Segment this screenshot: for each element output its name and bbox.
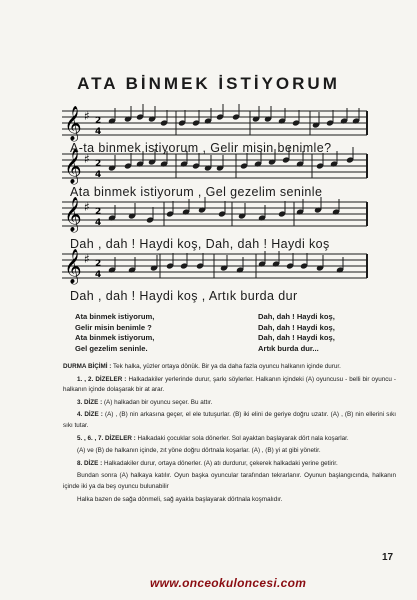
staff-lines — [62, 111, 367, 135]
note-icon — [254, 151, 262, 168]
instruction-label: DURMA BİÇİMİ : — [63, 363, 112, 370]
lyric-line-3: Dah , dah ! Haydi koş, Dah, dah ! Haydi koş — [70, 237, 330, 251]
instruction-text: (A) halkadan bir oyuncu seçer. Bu attır. — [102, 398, 213, 406]
time-signature-top: 2 — [95, 159, 102, 169]
note-icon — [352, 108, 360, 125]
instruction-paragraph — [63, 459, 396, 470]
note-icon — [198, 197, 206, 214]
note-icon — [314, 197, 322, 214]
note-icon — [296, 199, 304, 216]
note-icon — [332, 199, 340, 216]
note-icon — [160, 151, 168, 168]
instruction-text: (A) , (B) nin arkasına geçer, el ele tutuşurlar. (B) iki elini de geriye doğru uzatır. (A) , (B) nin ellerini sıkı sıkı tutar. — [63, 411, 396, 429]
page-number: 17 — [382, 552, 394, 563]
note-icon — [330, 151, 338, 168]
note-icon — [196, 253, 204, 270]
note-icon — [282, 147, 290, 164]
verse-line: Dah, dah ! Haydi koş, — [258, 322, 335, 332]
verse-right-column — [258, 312, 335, 354]
music-staff-3 — [0, 194, 417, 242]
note-icon — [180, 151, 188, 168]
note-icon — [232, 104, 240, 121]
verse-line: Gelir misin benimle ? — [75, 322, 152, 332]
note-icon — [216, 104, 224, 121]
note-icon — [346, 147, 354, 164]
note-icon — [272, 251, 280, 268]
note-icon — [108, 257, 116, 274]
instruction-paragraph — [63, 398, 396, 409]
note-icon — [128, 257, 136, 274]
note-icon — [340, 108, 348, 125]
note-icon — [286, 253, 294, 270]
instruction-paragraph — [63, 471, 396, 492]
note-icon — [252, 106, 260, 123]
note-icon — [204, 108, 212, 125]
music-staff-4 — [0, 246, 417, 294]
note-icon — [236, 257, 244, 274]
instruction-text: Halkadakiler durur, ortaya dönerler. (A) atı durdurur, çekerek halkadaki yerine getirir. — [102, 459, 338, 467]
instruction-paragraph — [63, 375, 396, 396]
note-icon — [240, 153, 248, 170]
note-icon — [258, 251, 266, 268]
verse-line: Dah, dah ! Haydi koş, — [258, 312, 335, 321]
verse-line: Artık burda dur... — [258, 343, 319, 353]
instruction-label: 8. DİZE : — [77, 459, 103, 467]
notes-group — [108, 104, 360, 129]
note-icon — [278, 201, 286, 218]
note-icon — [124, 106, 132, 123]
note-icon — [124, 153, 132, 170]
instruction-label: 4. DİZE : — [77, 411, 103, 419]
treble-clef-icon: 𝄞 — [64, 249, 82, 284]
instruction-text: Halkadaki çocuklar sola dönerler. Sol ayaktan başlayarak dört nala koşarlar. — [135, 434, 349, 442]
instruction-paragraph — [63, 410, 396, 431]
note-icon — [182, 199, 190, 216]
time-signature-bottom: 4 — [95, 127, 102, 137]
lyric-line-1: A-ta binmek istiyorum , Gelir misin benimle? — [70, 141, 332, 155]
instruction-paragraph — [63, 446, 396, 457]
time-signature-top: 2 — [95, 116, 102, 126]
verse-line: Gel gezelim seninle. — [75, 343, 148, 353]
note-icon — [312, 112, 320, 129]
note-icon — [148, 106, 156, 123]
note-icon — [136, 151, 144, 168]
treble-clef-icon: 𝄞 — [64, 106, 82, 141]
note-icon — [218, 201, 226, 218]
verse-line: Dah, dah ! Haydi koş, — [258, 333, 335, 343]
instruction-paragraph — [63, 362, 396, 373]
instruction-label: 1. , 2. DİZELER : — [77, 375, 127, 383]
note-icon — [264, 106, 272, 123]
note-icon — [192, 153, 200, 170]
instruction-text: Halka bazen de sağa dönmeli, sağ ayakla başlayarak dörtnala koşmalıdır. — [77, 495, 283, 503]
time-signature-bottom: 4 — [95, 218, 102, 228]
note-icon — [108, 155, 116, 172]
note-icon — [204, 155, 212, 172]
note-icon — [296, 151, 304, 168]
note-icon — [136, 104, 144, 121]
note-icon — [108, 108, 116, 125]
note-icon — [216, 155, 224, 172]
notes-group — [108, 197, 340, 224]
key-signature-sharp-icon: ♯ — [84, 200, 90, 214]
instruction-text: Tek halka, yüzler ortaya dönük. Bir ya da daha fazla oyuncu halkanın içinde durur. — [111, 363, 341, 370]
note-icon — [150, 255, 158, 272]
note-icon — [166, 201, 174, 218]
game-instructions — [63, 362, 396, 507]
note-icon — [160, 110, 168, 127]
note-icon — [148, 149, 156, 166]
note-icon — [166, 253, 174, 270]
verse-left-column — [75, 312, 154, 354]
note-icon — [278, 108, 286, 125]
instruction-text: Bundan sonra (A) halkaya katılır. Oyun başka oyuncular tarafından tekrarlanır. Oyunun başlangıcında, halkanın içinde iki ya da beş oyuncu bulunabilir — [63, 472, 396, 490]
note-icon — [336, 257, 344, 274]
note-icon — [192, 110, 200, 127]
time-signature-bottom: 4 — [95, 270, 102, 280]
verse-line: Ata binmek istiyorum, — [75, 312, 155, 321]
note-icon — [108, 205, 116, 222]
instruction-label: 5. , 6. , 7. DİZELER : — [77, 434, 136, 442]
instruction-text: Halkadakiler yerlerinde durur, şarkı söylerler. Halkanın içindeki (A) oyuncusu - belli bir oyuncu - halkanın içinde dolaşarak bir at arar. — [63, 375, 396, 394]
instruction-paragraph — [63, 434, 396, 445]
key-signature-sharp-icon: ♯ — [84, 152, 90, 166]
time-signature-top: 2 — [95, 207, 102, 217]
note-icon — [292, 110, 300, 127]
watermark-url: www.onceokuloncesi.com — [150, 576, 307, 590]
lyric-line-2: Ata binmek istiyorum , Gel gezelim seninle — [70, 185, 323, 199]
note-icon — [300, 253, 308, 270]
instruction-text: (A) ve (B) de halkanın içinde, zıt yöne doğru dörtnala koşarlar. (A) , (B) yi at gibi yönetir. — [77, 447, 321, 455]
note-icon — [258, 205, 266, 222]
time-signature-top: 2 — [95, 259, 102, 269]
key-signature-sharp-icon: ♯ — [84, 109, 90, 123]
note-icon — [180, 253, 188, 270]
note-icon — [326, 110, 334, 127]
note-icon — [146, 207, 154, 224]
verse-line: Ata binmek istiyorum, — [75, 333, 155, 343]
song-title: ATA BİNMEK İSTİYORUM — [77, 74, 340, 93]
instruction-label: 3. DİZE : — [77, 398, 103, 406]
time-signature-bottom: 4 — [95, 170, 102, 180]
note-icon — [316, 255, 324, 272]
note-icon — [238, 203, 246, 220]
treble-clef-icon: 𝄞 — [64, 197, 82, 232]
note-icon — [178, 110, 186, 127]
treble-clef-icon: 𝄞 — [64, 149, 82, 184]
note-icon — [268, 149, 276, 166]
instruction-paragraph — [63, 495, 396, 506]
notes-group — [108, 147, 354, 172]
note-icon — [316, 153, 324, 170]
key-signature-sharp-icon: ♯ — [84, 252, 90, 266]
note-icon — [220, 255, 228, 272]
note-icon — [128, 203, 136, 220]
lyric-line-4: Dah , dah ! Haydi koş , Artık burda dur — [70, 289, 298, 303]
